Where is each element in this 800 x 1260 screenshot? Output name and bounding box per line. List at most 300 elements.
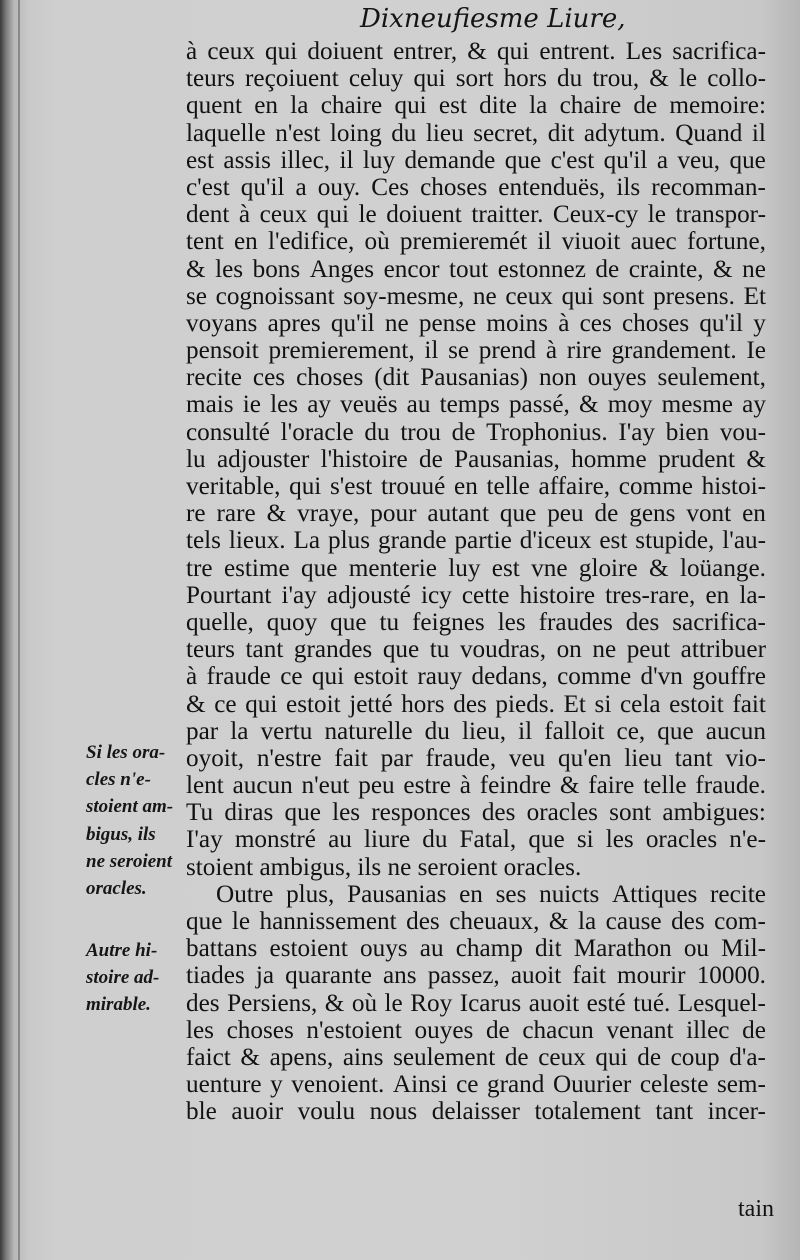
word: ouy. (317, 173, 361, 201)
word: tent (186, 228, 224, 256)
word: cela (619, 690, 661, 718)
margin-note-line: bigus, ils (86, 823, 156, 845)
word: voyans (186, 309, 258, 337)
word: laquelle (186, 119, 266, 147)
word: où (364, 228, 390, 256)
word: comme (557, 663, 632, 691)
word: auoit (528, 989, 580, 1017)
word: de (594, 500, 619, 528)
word: qui (265, 38, 298, 65)
word: histoire (519, 581, 596, 609)
word: de (504, 1043, 529, 1071)
word: uenture (186, 1071, 262, 1099)
word: soy-mesme, (343, 282, 465, 310)
word: & (548, 908, 569, 935)
word: adytum. (583, 119, 666, 147)
word: ceux (259, 201, 308, 229)
word: de (419, 445, 443, 473)
word: qui (316, 201, 349, 229)
word: qui (245, 690, 278, 718)
text-line (186, 1098, 766, 1125)
word: auoit (510, 962, 562, 990)
word: secret, (473, 119, 539, 147)
word: au (419, 935, 444, 963)
word: ce (280, 663, 303, 691)
word: responces (371, 799, 471, 827)
word: peu (358, 772, 395, 800)
word: les (497, 608, 526, 636)
word: des (625, 608, 660, 636)
word: vertu (260, 717, 313, 745)
word: adjousté (326, 581, 411, 609)
word: par (380, 744, 413, 772)
margin-note-line: cles n'e- (86, 769, 151, 791)
word: de (637, 1043, 661, 1071)
word: au (328, 826, 352, 854)
word: est (186, 146, 214, 174)
word: à (186, 38, 198, 65)
word: sont (609, 799, 652, 827)
word: entrent. (539, 38, 616, 65)
margin-note-oracles (86, 739, 181, 902)
word: Icarus (459, 989, 522, 1017)
word: mais (186, 391, 234, 419)
word: le (358, 201, 377, 229)
word: esté (586, 989, 626, 1017)
word: Fatal, (459, 826, 517, 854)
word: ce, (616, 717, 646, 745)
word: est (599, 527, 628, 555)
word: & (467, 38, 487, 65)
word: le (231, 908, 251, 935)
word: à (186, 663, 198, 691)
body-text (186, 38, 766, 1126)
word: qu'il (240, 173, 285, 201)
text-line (186, 881, 766, 908)
word: telle (643, 772, 687, 800)
word: hannissement (259, 908, 397, 935)
word: affaire, (538, 473, 611, 500)
text-line (186, 1017, 766, 1044)
text-line (186, 772, 766, 799)
word: voulu (297, 1098, 356, 1126)
word: ouys (360, 935, 408, 963)
word: lieux. (228, 527, 286, 555)
word: tiades (186, 962, 245, 990)
word: gouffre (692, 663, 766, 691)
word: pensoit (186, 337, 259, 365)
word: encor (383, 255, 440, 283)
word: quent (186, 92, 242, 120)
word: Quand (675, 119, 743, 147)
word: fraude (206, 663, 271, 691)
word: il (537, 228, 552, 256)
word: lent (186, 772, 224, 800)
word: ceux (538, 1043, 586, 1071)
word: tre (186, 554, 213, 582)
word: chacun (522, 1016, 594, 1044)
text-line (186, 147, 766, 174)
word: telle (486, 473, 530, 500)
word: & (186, 690, 206, 718)
word: Lesquel- (677, 989, 766, 1017)
word: du (364, 418, 390, 446)
text-line (186, 935, 766, 962)
word: sacrifica- (672, 608, 766, 636)
text-line (186, 256, 766, 283)
word: qui (394, 92, 427, 120)
word: partie (454, 527, 512, 555)
word: que (382, 636, 420, 664)
catchword: tain (738, 1196, 774, 1222)
margin-note-line: stoient am- (86, 796, 174, 818)
word: non (538, 364, 577, 392)
text-line (186, 527, 766, 554)
word: y (270, 1071, 283, 1099)
margin-note-line: ne seroient (86, 850, 173, 872)
word: à (545, 337, 558, 365)
word: que (284, 799, 321, 827)
word: choses (420, 173, 488, 201)
text-line (186, 745, 766, 772)
word: lieu (425, 119, 464, 147)
text-line (186, 228, 766, 255)
word: Les (625, 38, 663, 65)
word: des (186, 989, 220, 1017)
word: Ie (746, 337, 766, 365)
word: ne (384, 309, 409, 337)
word: La (293, 527, 321, 555)
word: la (577, 908, 597, 935)
word: transpor- (675, 201, 766, 229)
text-line (186, 391, 766, 418)
word: tué. (633, 989, 671, 1017)
word: si (594, 690, 612, 718)
word: tant (674, 744, 713, 772)
word: auec (630, 228, 677, 256)
word: I'ay (186, 826, 223, 854)
word: à (459, 772, 471, 800)
word: est (438, 92, 467, 120)
word: en (454, 473, 478, 500)
word: assis (223, 146, 271, 174)
word: sort (455, 65, 494, 93)
word: il (424, 337, 439, 365)
word: bien (665, 418, 710, 446)
word: veritable, (186, 473, 281, 500)
text-line (186, 718, 766, 745)
word: si (576, 826, 594, 854)
word: premieremét (399, 228, 528, 256)
word: Ainsi (392, 1071, 448, 1099)
word: estonnez (497, 255, 586, 283)
word: se (186, 282, 207, 310)
word: du (557, 65, 583, 93)
word: chaire (320, 92, 383, 120)
word: a (295, 173, 307, 201)
word: ouyes (587, 364, 647, 392)
running-head: Dixneufiesme Liure, (360, 4, 626, 34)
word: cognoissant (215, 282, 335, 310)
word: & (746, 445, 766, 473)
word: nous (369, 1098, 418, 1126)
word: quelle, (186, 608, 254, 636)
word: Et (743, 282, 766, 310)
word: coup (670, 1043, 720, 1071)
text-line (186, 691, 766, 718)
margin-note-line: stoire ad- (86, 967, 160, 989)
text-line (186, 663, 766, 690)
word: battans (186, 935, 258, 963)
word: viuoit (561, 228, 621, 256)
word: vne (531, 554, 568, 582)
word: estoient (269, 935, 348, 963)
word: feignes (412, 608, 485, 636)
word: Pausanias, (454, 445, 560, 473)
word: doiuent (307, 38, 383, 65)
word: dedans, (471, 663, 548, 691)
text-line (186, 990, 766, 1017)
word: estime (223, 554, 290, 582)
word: rire (566, 337, 602, 365)
word: & (649, 65, 669, 93)
word: le (647, 201, 666, 229)
word: ains (342, 1043, 384, 1071)
word: luy (362, 146, 396, 174)
word: ce (214, 690, 237, 718)
word: loüange. (679, 554, 766, 582)
word: à (558, 309, 570, 337)
word: recomman- (651, 173, 766, 201)
word: attribuer (680, 636, 766, 664)
word: estoit (353, 663, 409, 691)
text-line (186, 826, 766, 853)
word: bons (252, 255, 301, 283)
word: tant (245, 636, 284, 664)
word: cause (605, 908, 662, 935)
word: 10000. (696, 962, 766, 990)
word: de (633, 92, 658, 120)
word: moy (607, 391, 653, 419)
word: quarante (285, 962, 372, 990)
word: lieu, (461, 717, 507, 745)
word: veu (508, 744, 546, 772)
word: dite (479, 92, 517, 120)
word: tu (429, 636, 450, 664)
word: vio- (725, 744, 766, 772)
word: c'est (186, 173, 230, 201)
word: estoit (669, 690, 724, 718)
word: mesme (661, 391, 733, 419)
word: a (656, 146, 668, 174)
word: grand (487, 1071, 545, 1099)
word: mourir (617, 962, 686, 990)
text-line (186, 92, 766, 119)
word: temps (439, 391, 500, 419)
word: ces (252, 364, 286, 392)
word: voudras, (459, 636, 546, 664)
word: choses (621, 309, 690, 337)
word: & (240, 1043, 260, 1071)
word: qu'il (330, 309, 375, 337)
word: que (729, 146, 766, 174)
word: ja (255, 962, 275, 990)
word: & (186, 255, 206, 283)
word: seroient (417, 853, 504, 881)
text-line (186, 310, 766, 337)
word: fait (334, 744, 368, 772)
word: la (529, 92, 548, 120)
word: en (233, 228, 258, 256)
word: dit (535, 935, 562, 963)
word: c'est (550, 146, 595, 174)
word: tu (379, 608, 400, 636)
word: l'edifice, (267, 228, 355, 256)
word: prend (478, 337, 537, 365)
word: tant (655, 1098, 694, 1126)
word: tels (186, 527, 221, 555)
word: qu'il (603, 146, 648, 174)
text-line (186, 609, 766, 636)
word: l'histoire (320, 445, 408, 473)
word: aucun (232, 772, 293, 800)
word: les (215, 255, 244, 283)
word: se (448, 337, 470, 365)
word: nuicts (539, 880, 600, 908)
word: Outre (216, 880, 274, 908)
word: trouué (380, 473, 446, 500)
word: d'vn (640, 663, 683, 691)
word: l'oracle (280, 418, 354, 446)
word: ne (742, 255, 766, 283)
word: par (186, 717, 219, 745)
word: du (422, 826, 448, 854)
word: auoir (231, 1098, 284, 1126)
word: qui (497, 38, 530, 65)
word: de (451, 418, 476, 446)
word: celuy (348, 65, 404, 93)
text-line (186, 419, 766, 446)
word: delaisser (431, 1098, 520, 1126)
word: fraude. (695, 772, 766, 800)
text-line (186, 283, 766, 310)
word: des (406, 908, 440, 935)
word: monstré (234, 826, 316, 854)
word: la (290, 92, 309, 120)
word: ie (242, 391, 261, 419)
word: seulement, (657, 364, 766, 392)
word: Persiens, (227, 989, 318, 1017)
text-line (186, 1044, 766, 1071)
word: teurs (186, 636, 235, 664)
word: à (238, 201, 251, 229)
word: com- (714, 908, 766, 935)
word: n'estre (256, 744, 322, 772)
word: Roy (410, 989, 453, 1017)
word: ouyes (414, 1016, 474, 1044)
word: ay (742, 391, 766, 419)
word: diras (224, 799, 274, 827)
word: grandes (293, 636, 373, 664)
word: & (559, 772, 580, 800)
word: il (339, 146, 354, 174)
word: entenduës, (498, 173, 606, 201)
word: d'iceux (519, 527, 592, 555)
word: les (605, 826, 634, 854)
text-line (186, 337, 766, 364)
word: venoient. (291, 1071, 385, 1099)
word: consulté (186, 418, 270, 446)
text-line (186, 364, 766, 391)
word: sacrifica- (672, 38, 766, 65)
word: pour (370, 500, 417, 528)
word: prudent (658, 445, 736, 473)
word: pense (418, 309, 477, 337)
word: rare (216, 500, 256, 528)
word: vraye, (297, 500, 360, 528)
text-line (186, 446, 766, 473)
word: luy (448, 554, 481, 582)
word: loing (329, 119, 382, 147)
word: qui (561, 282, 594, 310)
word: ne (387, 853, 418, 881)
word: demande (404, 146, 496, 174)
word: presens. (653, 282, 735, 310)
word: fraude, (425, 744, 497, 772)
word: que (499, 500, 537, 528)
word: & (578, 391, 599, 419)
word: re (186, 500, 206, 528)
word: & (324, 989, 345, 1017)
word: gloire (578, 554, 638, 582)
word: en (742, 500, 766, 528)
word: apres (267, 309, 321, 337)
word: passez, (427, 962, 500, 990)
word: dent (186, 201, 230, 229)
text-line (186, 473, 766, 500)
word: chaire (559, 92, 622, 120)
word: trou (400, 418, 441, 446)
word: n'eut (301, 772, 350, 800)
text-line (186, 201, 766, 228)
word: vou- (719, 418, 766, 446)
word: traitter. (471, 201, 544, 229)
word: illec (686, 1016, 730, 1044)
page-gutter (18, 0, 20, 1260)
word: plus, (286, 880, 335, 908)
word: fraudes (538, 608, 613, 636)
word: sont (602, 282, 645, 310)
word: les (332, 799, 361, 827)
word: qui (595, 1043, 628, 1071)
word: du (391, 119, 417, 147)
word: que (504, 146, 542, 174)
margin-note-line: oracles. (86, 877, 147, 899)
word: de (485, 1016, 510, 1044)
word: i'ay (281, 581, 317, 609)
margin-note-line: Si les ora- (86, 742, 166, 763)
word: ce (456, 1071, 479, 1099)
word: qu'il (699, 309, 744, 337)
word: Ouurier (552, 1071, 632, 1099)
word: des (671, 908, 705, 935)
word: n'est (275, 119, 321, 147)
word: qui (413, 65, 446, 93)
word: (dit (374, 364, 410, 392)
word: Ces (371, 173, 410, 201)
word: seulement (393, 1043, 496, 1071)
text-line (186, 854, 766, 881)
